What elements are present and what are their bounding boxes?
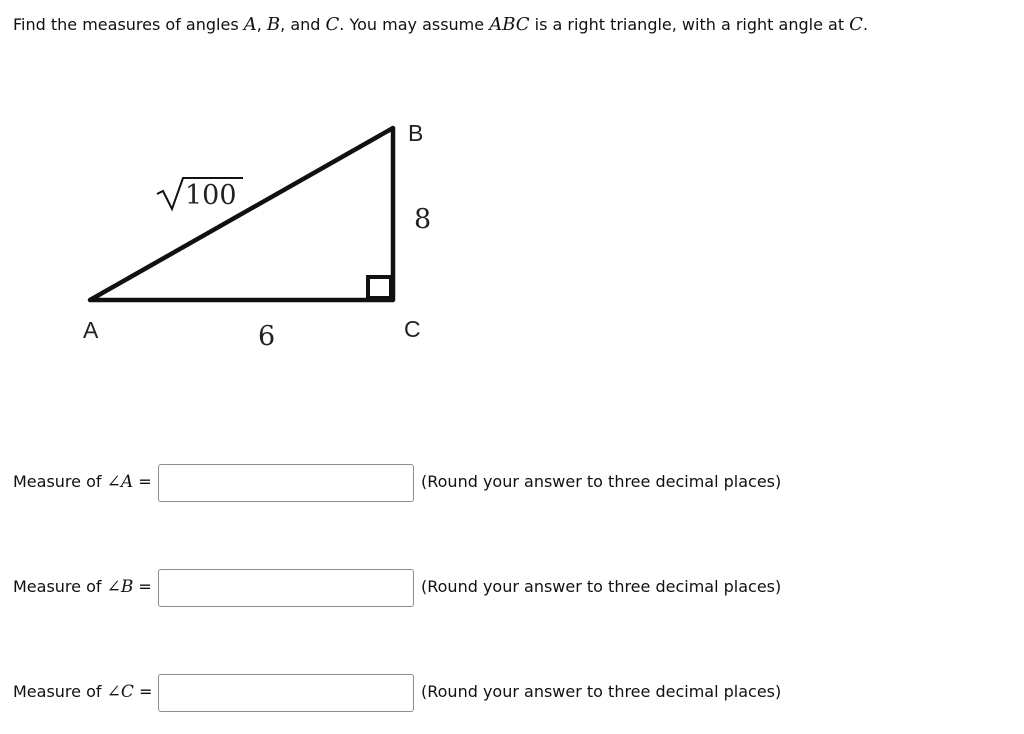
label-prefix: Measure of	[13, 472, 107, 491]
round-hint-c: (Round your answer to three decimal places)	[421, 682, 782, 701]
answer-row-c	[13, 674, 813, 714]
answer-row-b	[13, 569, 813, 609]
question-sep1: ,	[256, 15, 267, 34]
answer-label-b	[13, 577, 152, 597]
angle-a-input[interactable]	[158, 464, 414, 502]
math-triangle-abc: ABC	[489, 14, 530, 35]
question-prefix: Find the measures of angles	[13, 15, 244, 34]
triangle-shape	[90, 128, 393, 300]
angle-symbol: ∠	[106, 472, 121, 492]
answer-label-a	[13, 472, 152, 492]
vertex-label-c: C	[404, 316, 421, 342]
answer-row-a	[13, 464, 813, 504]
math-angle-a: A	[243, 14, 257, 35]
equals-sign: =	[133, 682, 153, 701]
label-prefix: Measure of	[13, 682, 107, 701]
hypotenuse-radicand: 100	[185, 180, 237, 211]
hypotenuse-label	[157, 178, 243, 211]
answer-label-c	[13, 682, 152, 702]
equals-sign: =	[133, 577, 152, 596]
angle-symbol: ∠	[106, 577, 121, 597]
angle-symbol: ∠	[106, 682, 121, 702]
vertex-label-b: B	[408, 120, 424, 146]
angle-c-input[interactable]	[158, 674, 414, 712]
question-end: .	[862, 15, 869, 34]
angle-b-input[interactable]	[158, 569, 414, 607]
question-sep2: , and	[280, 15, 326, 34]
math-angle-c: C	[325, 14, 340, 35]
math-right-angle-vertex: C	[849, 14, 863, 35]
side-label-ac: 6	[258, 321, 276, 352]
angle-letter: B	[120, 577, 134, 597]
vertex-label-a: A	[83, 317, 99, 343]
round-hint-a: (Round your answer to three decimal places)	[421, 472, 782, 491]
side-label-bc: 8	[414, 204, 432, 235]
math-angle-b: B	[266, 14, 281, 35]
label-prefix: Measure of	[13, 577, 107, 596]
angle-letter: A	[120, 472, 134, 492]
angle-letter: C	[120, 682, 134, 702]
round-hint-b: (Round your answer to three decimal places)	[421, 577, 782, 596]
equals-sign: =	[133, 472, 152, 491]
right-angle-marker	[368, 277, 391, 298]
question-middle: . You may assume	[339, 15, 490, 34]
question-suffix: is a right triangle, with a right angle at	[529, 15, 850, 34]
